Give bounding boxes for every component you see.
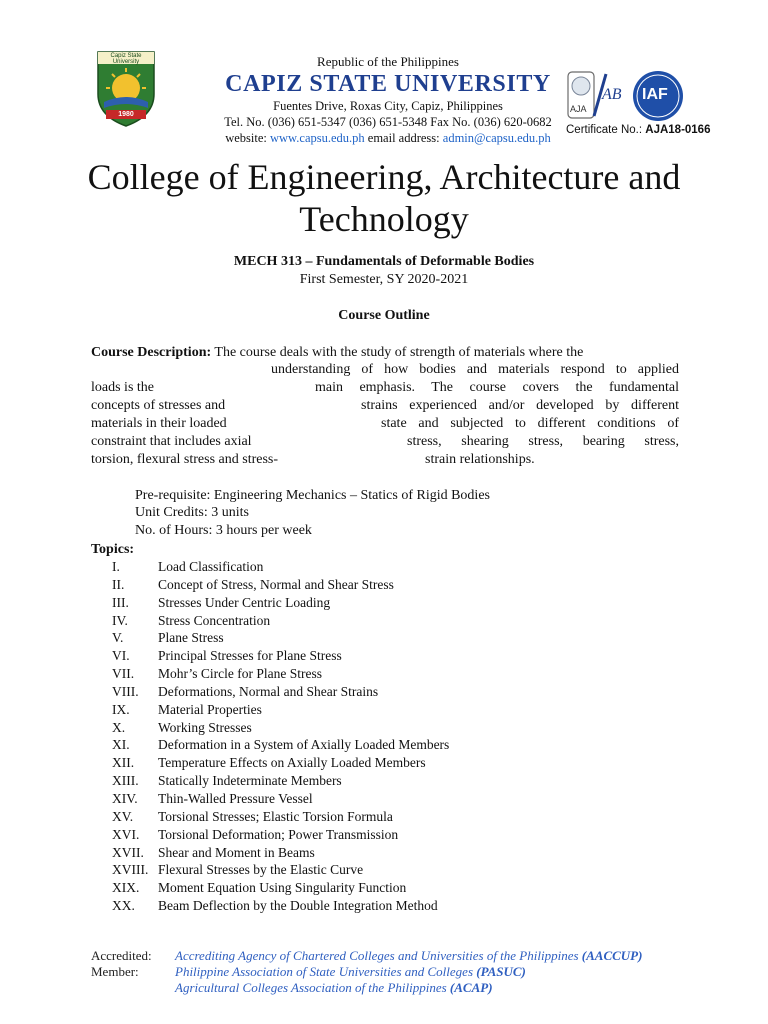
topic-title: Torsional Stresses; Elastic Torsion Formula: [158, 808, 393, 824]
topic-number: VI.: [112, 648, 130, 664]
topic-number: VII.: [112, 666, 135, 682]
tel-line: Tel. No. (036) 651-5347 (036) 651-5348 Fax No. (036) 620-0682: [224, 115, 552, 129]
member-label: Member:: [91, 964, 139, 979]
outline-title: Course Outline: [338, 308, 430, 323]
topic-item: [112, 683, 712, 701]
member-org-2: Agricultural Colleges Association of the Philippines (ACAP): [175, 980, 493, 995]
topic-title: Principal Stresses for Plane Stress: [158, 648, 342, 664]
topic-number: XVII.: [112, 844, 144, 860]
accredited-org: Accrediting Agency of Chartered Colleges and Universities of the Philippines (AACCUP): [175, 948, 643, 963]
topic-item: [112, 647, 712, 665]
topic-item: [112, 629, 712, 647]
topic-title: Stresses Under Centric Loading: [158, 594, 331, 610]
topic-title: Deformation in a System of Axially Loaded Members: [158, 737, 450, 753]
topic-number: XVI.: [112, 826, 140, 842]
topic-item: [112, 576, 712, 594]
topic-number: IV.: [112, 612, 128, 628]
topic-number: XVIII.: [112, 862, 149, 878]
topic-item: [112, 808, 712, 826]
college-title: College of Engineering, Architecture and Technology: [87, 157, 681, 239]
certificate-value: AJA18-0166: [645, 124, 711, 136]
topic-item: [112, 826, 712, 844]
ab-logo-text: AB: [602, 86, 622, 103]
topics-label: Topics:: [91, 542, 135, 557]
description-label: Course Description:: [91, 345, 212, 360]
seal-year: 1980: [118, 111, 134, 118]
topic-number: V.: [112, 630, 124, 646]
topic-number: XX.: [112, 898, 135, 914]
topics-list: [112, 558, 712, 915]
aja-logo-text: AJA: [570, 104, 587, 114]
topic-item: [112, 594, 712, 612]
topic-title: Moment Equation Using Singularity Function: [158, 880, 407, 896]
university-name: CAPIZ STATE UNIVERSITY: [225, 71, 551, 97]
description-text-1: The course deals with the study of strength of materials where the: [214, 345, 584, 360]
certificate-label: Certificate No.:: [566, 124, 643, 136]
web-line: [200, 130, 576, 146]
topic-number: XII.: [112, 755, 135, 771]
description-right-2: strains experienced and/or developed by different: [361, 398, 679, 413]
topic-title: Torsional Deformation; Power Transmission: [158, 826, 399, 842]
website-label: website:: [225, 131, 267, 145]
topic-item: [112, 558, 712, 576]
email-label: email address:: [367, 131, 440, 145]
topic-number: XI.: [112, 737, 130, 753]
semester: First Semester, SY 2020-2021: [299, 272, 469, 287]
topic-title: Load Classification: [158, 559, 264, 574]
topic-title: Concept of Stress, Normal and Shear Stress: [158, 576, 394, 592]
topic-item: [112, 665, 712, 683]
description-left-1: loads is the: [91, 380, 154, 395]
topic-number: I.: [112, 559, 120, 574]
topic-item: [112, 844, 712, 862]
seal-caption: Capiz State University: [110, 53, 142, 65]
description-line-1: [91, 344, 583, 362]
topic-number: II.: [112, 576, 125, 592]
topic-title: Statically Indeterminate Members: [158, 773, 342, 789]
topic-item: [112, 736, 712, 754]
certification-logos: [566, 66, 686, 128]
description-text-2: understanding of how bodies and materials respond to applied: [271, 362, 679, 377]
footer-member-2: [91, 980, 493, 996]
topic-item: [112, 790, 712, 808]
republic-line: Republic of the Philippines: [317, 54, 459, 69]
topic-title: Flexural Stresses by the Elastic Curve: [158, 862, 364, 878]
topic-item: [112, 879, 712, 897]
certificate-number: [566, 124, 710, 136]
topic-title: Thin-Walled Pressure Vessel: [158, 790, 313, 806]
description-left-5: torsion, flexural stress and stress-: [91, 452, 279, 467]
topic-number: IX.: [112, 701, 130, 717]
university-seal-logo: [94, 44, 158, 128]
topic-title: Shear and Moment in Beams: [158, 844, 315, 860]
course-code-title: MECH 313 – Fundamentals of Deformable Bodies: [233, 254, 535, 269]
description-right-3: state and subjected to different conditions of: [381, 416, 679, 431]
hours: No. of Hours: 3 hours per week: [135, 523, 312, 538]
topic-number: XIII.: [112, 773, 139, 789]
topic-title: Beam Deflection by the Double Integration Method: [158, 898, 438, 914]
prerequisite: Pre-requisite: Engineering Mechanics – Statics of Rigid Bodies: [135, 488, 490, 503]
topic-item: [112, 612, 712, 630]
topic-item: [112, 719, 712, 737]
accredited-label: Accredited:: [91, 948, 152, 963]
topic-item: [112, 861, 712, 879]
description-right-4: stress, shearing stress, bearing stress,: [407, 434, 679, 449]
topic-item: [112, 754, 712, 772]
footer-accredited: [91, 948, 642, 964]
topic-title: Material Properties: [158, 701, 262, 717]
address-line: Fuentes Drive, Roxas City, Capiz, Philippines: [273, 99, 503, 113]
topic-title: Temperature Effects on Axially Loaded Members: [158, 755, 426, 771]
topic-number: XV.: [112, 808, 134, 824]
topic-number: VIII.: [112, 683, 139, 699]
topic-number: III.: [112, 594, 129, 610]
description-left-3: materials in their loaded: [91, 416, 227, 431]
topic-item: [112, 701, 712, 719]
topic-number: XIX.: [112, 880, 140, 896]
description-left-2: concepts of stresses and: [91, 398, 226, 413]
description-right-5: strain relationships.: [425, 452, 535, 467]
university-header: [200, 54, 576, 146]
topic-item: [112, 897, 712, 915]
member-org-1: Philippine Association of State Universities and Colleges (PASUC): [175, 964, 526, 979]
topic-number: XIV.: [112, 790, 138, 806]
email-link[interactable]: admin@capsu.edu.ph: [442, 131, 551, 145]
topic-title: Working Stresses: [158, 719, 252, 735]
topic-title: Plane Stress: [158, 630, 224, 646]
description-left-4: constraint that includes axial: [91, 434, 252, 449]
footer-member: [91, 964, 526, 980]
topic-title: Mohr’s Circle for Plane Stress: [158, 666, 322, 682]
topic-number: X.: [112, 719, 126, 735]
topic-title: Deformations, Normal and Shear Strains: [158, 683, 379, 699]
unit-credits: Unit Credits: 3 units: [135, 505, 249, 520]
topic-item: [112, 772, 712, 790]
website-link[interactable]: www.capsu.edu.ph: [270, 131, 365, 145]
topic-title: Stress Concentration: [158, 612, 271, 628]
iaf-logo-text: IAF: [642, 86, 668, 103]
description-right-1: main emphasis. The course covers the fundamental: [315, 380, 679, 395]
